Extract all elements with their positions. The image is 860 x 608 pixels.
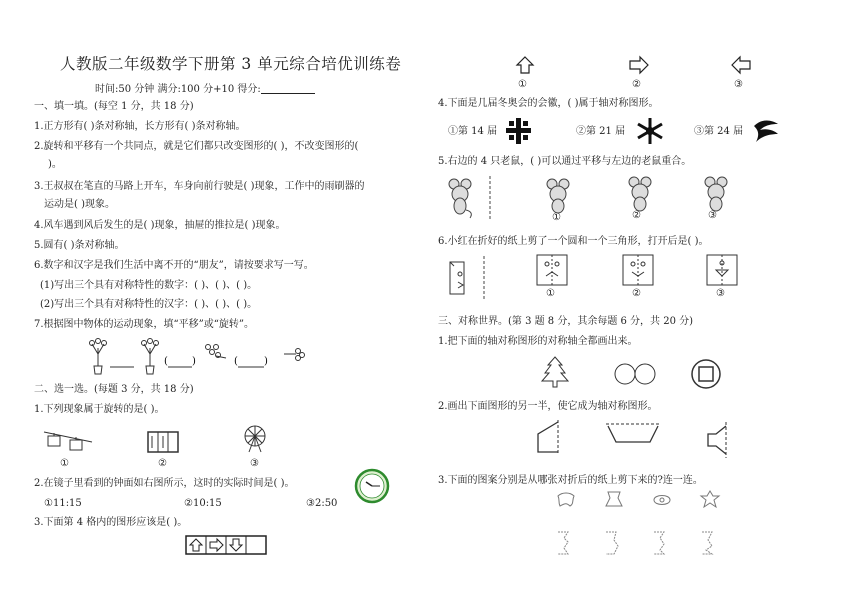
mouse-option-1-icon: [544, 178, 574, 214]
ferris-wheel-icon: [242, 424, 272, 454]
circle-square-icon: [690, 358, 722, 390]
svg-text:): ): [264, 356, 268, 367]
cutout-pattern-3-icon: [652, 492, 672, 508]
cable-car-icon: [44, 428, 94, 456]
c6-option-1[interactable]: ①: [546, 288, 555, 299]
c2-option-3[interactable]: ③2:50: [306, 498, 338, 509]
half-trapezoid-shape: [534, 420, 570, 454]
mouse-option-3-icon: [702, 176, 732, 212]
cutout-pattern-2-icon: [604, 490, 624, 508]
section-1-title: 一、填一填。(每空 1 分，共 18 分): [34, 101, 194, 112]
c4-option-3[interactable]: ③第 24 届: [694, 126, 744, 137]
q7-motion-illustration: [88, 334, 328, 376]
choice-question-2: 2.在镜子里看到的钟面如右图所示，这时的实际时间是( )。: [34, 478, 295, 489]
svg-text:(: (: [234, 356, 238, 367]
draw-question-2: 2.画出下面图形的另一半，使它成为轴对称图形。: [438, 401, 658, 412]
rotating-toy-icon: [284, 349, 305, 361]
question-1-3-cont: 运动是( )现象。: [44, 199, 115, 210]
up-arrow-icon: [516, 56, 536, 76]
score-blank[interactable]: [261, 83, 315, 94]
question-1-6: 6.数字和汉字是我们生活中离不开的“朋友”，请按要求写一写。: [34, 260, 314, 271]
c6-option-3[interactable]: ③: [716, 288, 725, 299]
c5-option-1[interactable]: ①: [552, 212, 561, 223]
half-speaker-shape: [702, 422, 738, 458]
match-question-3: 3.下面的图案分别是从哪张对折后的纸上剪下来的?连一连。: [438, 475, 703, 486]
divider-dashed: [482, 256, 486, 300]
unfolded-option-2-icon: [622, 254, 654, 288]
tree-shape-icon: [540, 356, 570, 388]
two-circles-icon: [614, 362, 658, 386]
arrow-sequence-grid: [186, 536, 268, 556]
cutout-pattern-1-icon: [556, 492, 576, 508]
olympic-emblem-24-icon: [752, 116, 780, 146]
mouse-left-icon: [446, 178, 476, 218]
folded-paper-c-icon: [652, 530, 668, 556]
svg-text:): ): [192, 356, 196, 367]
olympic-emblem-21-icon: [634, 116, 666, 146]
page-title: 人教版二年级数学下册第 3 单元综合培优训练卷: [60, 55, 402, 73]
folded-paper-a-icon: [556, 530, 572, 556]
question-1-1: 1.正方形有( )条对称轴，长方形有( )条对称轴。: [34, 121, 246, 132]
unfolded-option-3-icon: [706, 254, 738, 288]
c1-option-3[interactable]: ③: [250, 458, 259, 469]
mouse-option-2-icon: [626, 176, 656, 212]
choice-question-4: 4.下面是几届冬奥会的会徽，( )属于轴对称图形。: [438, 98, 659, 109]
sliding-window-icon: [148, 432, 180, 454]
draw-question-1: 1.把下面的轴对称图形的对称轴全都画出来。: [438, 336, 638, 347]
question-1-3: 3.王叔叔在笔直的马路上开车，车身向前行驶是( )现象，工作中的雨刷器的: [34, 181, 365, 192]
question-1-2-cont: )。: [48, 159, 62, 170]
svg-text:(: (: [164, 356, 168, 367]
question-1-2: 2.旋转和平移有一个共同点，就是它们都只改变图形的( )，不改变图形的(: [34, 141, 359, 152]
half-inverted-trapezoid-shape: [606, 420, 662, 446]
cutout-pattern-4-icon: [700, 490, 720, 508]
c3-option-1[interactable]: ①: [518, 79, 527, 90]
c4-option-1[interactable]: ①第 14 届: [448, 126, 498, 137]
c2-option-2[interactable]: ②10:15: [184, 498, 222, 509]
question-1-5: 5.圆有( )条对称轴。: [34, 240, 125, 251]
c5-option-3[interactable]: ③: [708, 210, 717, 221]
exam-info-text: 时间:50 分钟 满分:100 分+10 得分:: [95, 84, 261, 95]
question-1-7: 7.根据图中物体的运动现象，填“平移”或“旋转”。: [34, 319, 254, 330]
folded-paper-b-icon: [604, 530, 620, 556]
flower-vase-icon: [142, 339, 159, 375]
flower-vase-icon: [90, 339, 107, 375]
folded-paper-icon: [446, 260, 468, 298]
question-1-6-1: (1)写出三个具有对称特性的数字：( )、( )、( )。: [40, 280, 258, 291]
question-1-6-2: (2)写出三个具有对称特性的汉字：( )、( )、( )。: [40, 299, 258, 310]
c5-option-2[interactable]: ②: [632, 210, 641, 221]
choice-question-3: 3.下面第 4 格内的图形应该是( )。: [34, 517, 188, 528]
question-1-4: 4.风车遇到风后发生的是( )现象，抽屉的推拉是( )现象。: [34, 220, 286, 231]
choice-question-6: 6.小红在折好的纸上剪了一个圆和一个三角形，打开后是( )。: [438, 236, 709, 247]
c3-option-3[interactable]: ③: [734, 79, 743, 90]
c6-option-2[interactable]: ②: [632, 288, 641, 299]
left-arrow-icon: [730, 56, 752, 76]
c2-option-1[interactable]: ①11:15: [44, 498, 82, 509]
right-arrow-icon: [628, 56, 650, 76]
mirror-clock-icon: [354, 468, 390, 504]
choice-question-1: 1.下列现象属于旋转的是( )。: [34, 404, 165, 415]
divider-dashed: [488, 176, 492, 220]
section-3-title: 三、对称世界。(第 3 题 8 分，其余每题 6 分，共 20 分): [438, 316, 694, 327]
c1-option-1[interactable]: ①: [60, 458, 69, 469]
unfolded-option-1-icon: [536, 254, 568, 288]
rotating-toy-icon: [206, 345, 227, 359]
section-2-title: 二、选一选。(每题 3 分，共 18 分): [34, 384, 194, 395]
c1-option-2[interactable]: ②: [158, 458, 167, 469]
choice-question-5: 5.右边的 4 只老鼠，( )可以通过平移与左边的老鼠重合。: [438, 156, 692, 167]
exam-info: [95, 80, 315, 95]
olympic-emblem-14-icon: [504, 117, 534, 145]
c4-option-2[interactable]: ②第 21 届: [576, 126, 626, 137]
folded-paper-d-icon: [700, 530, 716, 556]
c3-option-2[interactable]: ②: [632, 79, 641, 90]
